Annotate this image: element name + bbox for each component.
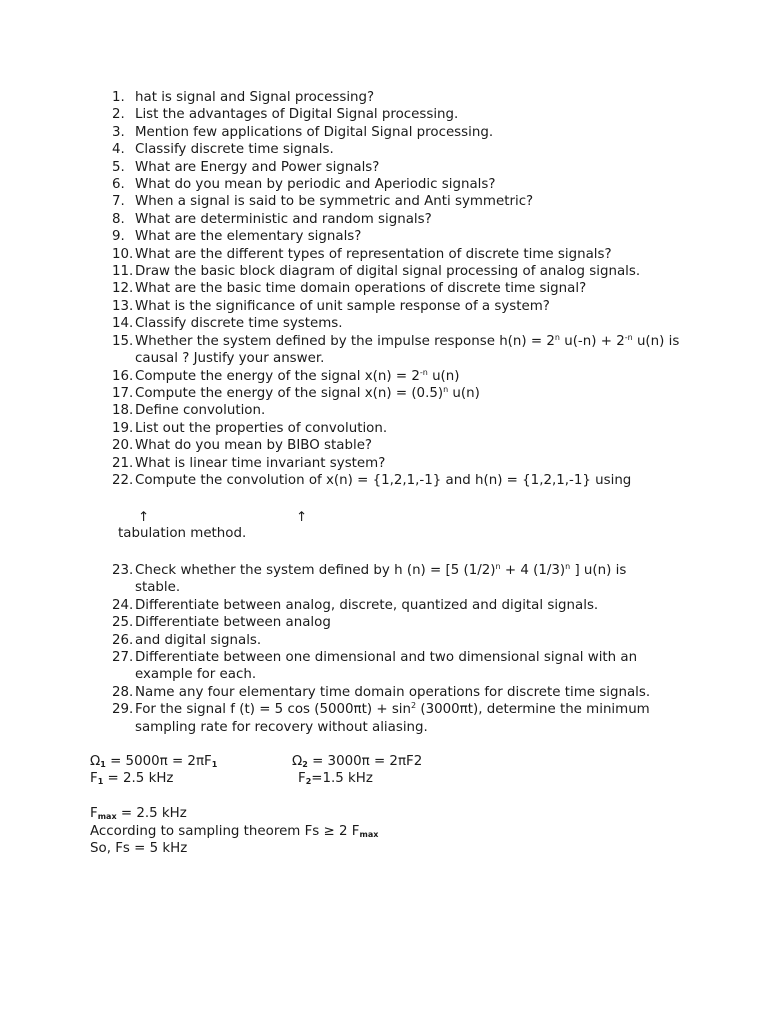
- solution-f2: $F_2=1.5$ kHz: [298, 771, 373, 786]
- list-item: [112, 298, 712, 315]
- item-text: Differentiate between analog: [135, 615, 331, 631]
- item-text: What are deterministic and random signals?: [135, 211, 432, 227]
- list-item: [112, 701, 712, 718]
- item-text: What are the elementary signals?: [135, 229, 362, 245]
- item-continuation: example for each.: [135, 667, 257, 683]
- solution-omega1: $\Omega_1 = 5000\pi = 2\pi F_1$: [90, 754, 218, 769]
- item-text: What is linear time invariant system?: [135, 455, 386, 471]
- item-number: 7.: [112, 194, 125, 210]
- list-item: [112, 246, 712, 263]
- list-item: [112, 333, 712, 350]
- item-number: 9.: [112, 229, 125, 245]
- questions-group-b: [112, 402, 712, 489]
- item-number: 27.: [112, 650, 134, 666]
- item-text: What is the significance of unit sample response of a system?: [135, 298, 550, 314]
- list-item: [112, 124, 712, 141]
- list-item: [112, 211, 712, 228]
- item-number: 3.: [112, 124, 125, 140]
- list-item: [112, 106, 712, 123]
- item-continuation: sampling rate for recovery without aliasing.: [135, 719, 428, 735]
- item-text: What do you mean by periodic and Aperiodic signals?: [135, 177, 496, 193]
- item-text: What are the different types of representation of discrete time signals?: [135, 246, 612, 262]
- item-text: Classify discrete time systems.: [135, 316, 343, 332]
- list-item: [112, 597, 712, 614]
- list-item: [112, 614, 712, 631]
- item-text: Draw the basic block diagram of digital signal processing of analog signals.: [135, 264, 641, 280]
- item-text: Whether the system defined by the impulse response $h(n) = 2^n$ $u(-n) + 2^{-n}$ u(n) is: [135, 332, 680, 349]
- item-number: 2.: [112, 107, 125, 123]
- item-number: 16.: [112, 368, 134, 384]
- list-item: [112, 228, 712, 245]
- item-number: 12.: [112, 281, 134, 297]
- list-item: [112, 455, 712, 472]
- item-text: and digital signals.: [135, 632, 262, 648]
- item-number: 28.: [112, 684, 134, 700]
- item-number: 6.: [112, 177, 125, 193]
- item-number: 23.: [112, 563, 134, 578]
- item-number: 20.: [112, 438, 134, 454]
- list-item: [112, 368, 712, 385]
- item-number: 25.: [112, 615, 134, 631]
- item-number: 1.: [112, 90, 125, 105]
- list-item: [112, 632, 712, 649]
- item-text: Name any four elementary time domain operations for discrete time signals.: [135, 684, 651, 700]
- solution-omega2: $\Omega_2 = 3000\pi = 2\pi F2$: [292, 754, 423, 769]
- item-number: 13.: [112, 298, 134, 314]
- list-item: [112, 437, 712, 454]
- item-number: 22.: [112, 472, 134, 488]
- item-text: What do you mean by BIBO stable?: [135, 438, 373, 454]
- list-item: [112, 315, 712, 332]
- item-number: 4.: [112, 142, 125, 158]
- item-text: Compute the energy of the signal $x(n) = (0.5)^n$ u(n): [135, 384, 480, 401]
- item-text: For the signal f (t) = 5 $\cos (5000\pi t) + \sin^2 (3000\pi t)$, determine the minimum: [135, 701, 650, 718]
- item-continuation: causal ? Justify your answer.: [135, 351, 325, 367]
- item-text: List the advantages of Digital Signal processing.: [135, 107, 459, 123]
- solution-fmax: $F_{max} = 2.5$ kHz: [90, 806, 187, 821]
- item-text: What are the basic time domain operations of discrete time signal?: [135, 281, 587, 297]
- list-item: [112, 193, 712, 210]
- item-number: 17.: [112, 385, 134, 401]
- list-item: [112, 89, 712, 106]
- questions-group-a: [112, 89, 712, 333]
- list-item: [112, 141, 712, 158]
- list-item: [112, 176, 712, 193]
- list-item: [112, 159, 712, 176]
- item-number: 10.: [112, 246, 134, 262]
- item-number: 14.: [112, 316, 134, 332]
- list-item: [112, 420, 712, 437]
- arrow-up-icon: ↑: [296, 510, 308, 525]
- item-number: 26.: [112, 632, 134, 648]
- item-number: 21.: [112, 455, 134, 471]
- list-item: [112, 684, 712, 701]
- item-text: Differentiate between one dimensional and two dimensional signal with an: [135, 650, 638, 666]
- item-number: 29.: [112, 702, 134, 718]
- item-text: When a signal is said to be symmetric and Anti symmetric?: [135, 194, 534, 210]
- item-number: 11.: [112, 264, 134, 280]
- item-continuation: stable.: [135, 580, 181, 596]
- list-item: [112, 280, 712, 297]
- questions-group-c: [112, 597, 712, 649]
- item-text: Compute the convolution of x(n) = {1,2,1,-1} and h(n) = {1,2,1,-1} using: [135, 472, 632, 488]
- list-item: [112, 385, 712, 402]
- item-text: Compute the energy of the signal $x(n) = 2^{-n}$ u(n): [135, 367, 460, 384]
- item-text: Check whether the system defined by h (n) = [5 $(1/2)^n + 4$ $(1/3)^n$ ] u(n) is: [135, 562, 627, 578]
- question-list: [112, 89, 712, 489]
- arrow-up-icon: ↑: [138, 510, 150, 525]
- list-item: [112, 263, 712, 280]
- solution-theorem: According to sampling theorem Fs ≥ 2 $F_{max}$: [90, 824, 379, 839]
- list-item: [112, 649, 712, 666]
- item-text: Differentiate between analog, discrete, quantized and digital signals.: [135, 597, 599, 613]
- item-text: Classify discrete time signals.: [135, 142, 334, 158]
- item-number: 8.: [112, 211, 125, 227]
- item-text: Define convolution.: [135, 403, 266, 419]
- question-list-2: [112, 562, 712, 736]
- item-text: What are Energy and Power signals?: [135, 159, 380, 175]
- list-item: [112, 562, 712, 579]
- item-continuation: tabulation method.: [118, 526, 247, 541]
- item-text: List out the properties of convolution.: [135, 420, 388, 436]
- list-item: [112, 402, 712, 419]
- solution-result: So, Fs = 5 kHz: [90, 841, 188, 856]
- item-number: 15.: [112, 333, 134, 349]
- list-item: [112, 472, 712, 489]
- solution-f1: $F_1 = 2.5$ kHz: [90, 771, 174, 786]
- item-text: hat is signal and Signal processing?: [135, 90, 375, 105]
- item-text: Mention few applications of Digital Signal processing.: [135, 124, 494, 140]
- item-number: 5.: [112, 159, 125, 175]
- item-number: 19.: [112, 420, 134, 436]
- item-number: 18.: [112, 403, 134, 419]
- item-number: 24.: [112, 597, 134, 613]
